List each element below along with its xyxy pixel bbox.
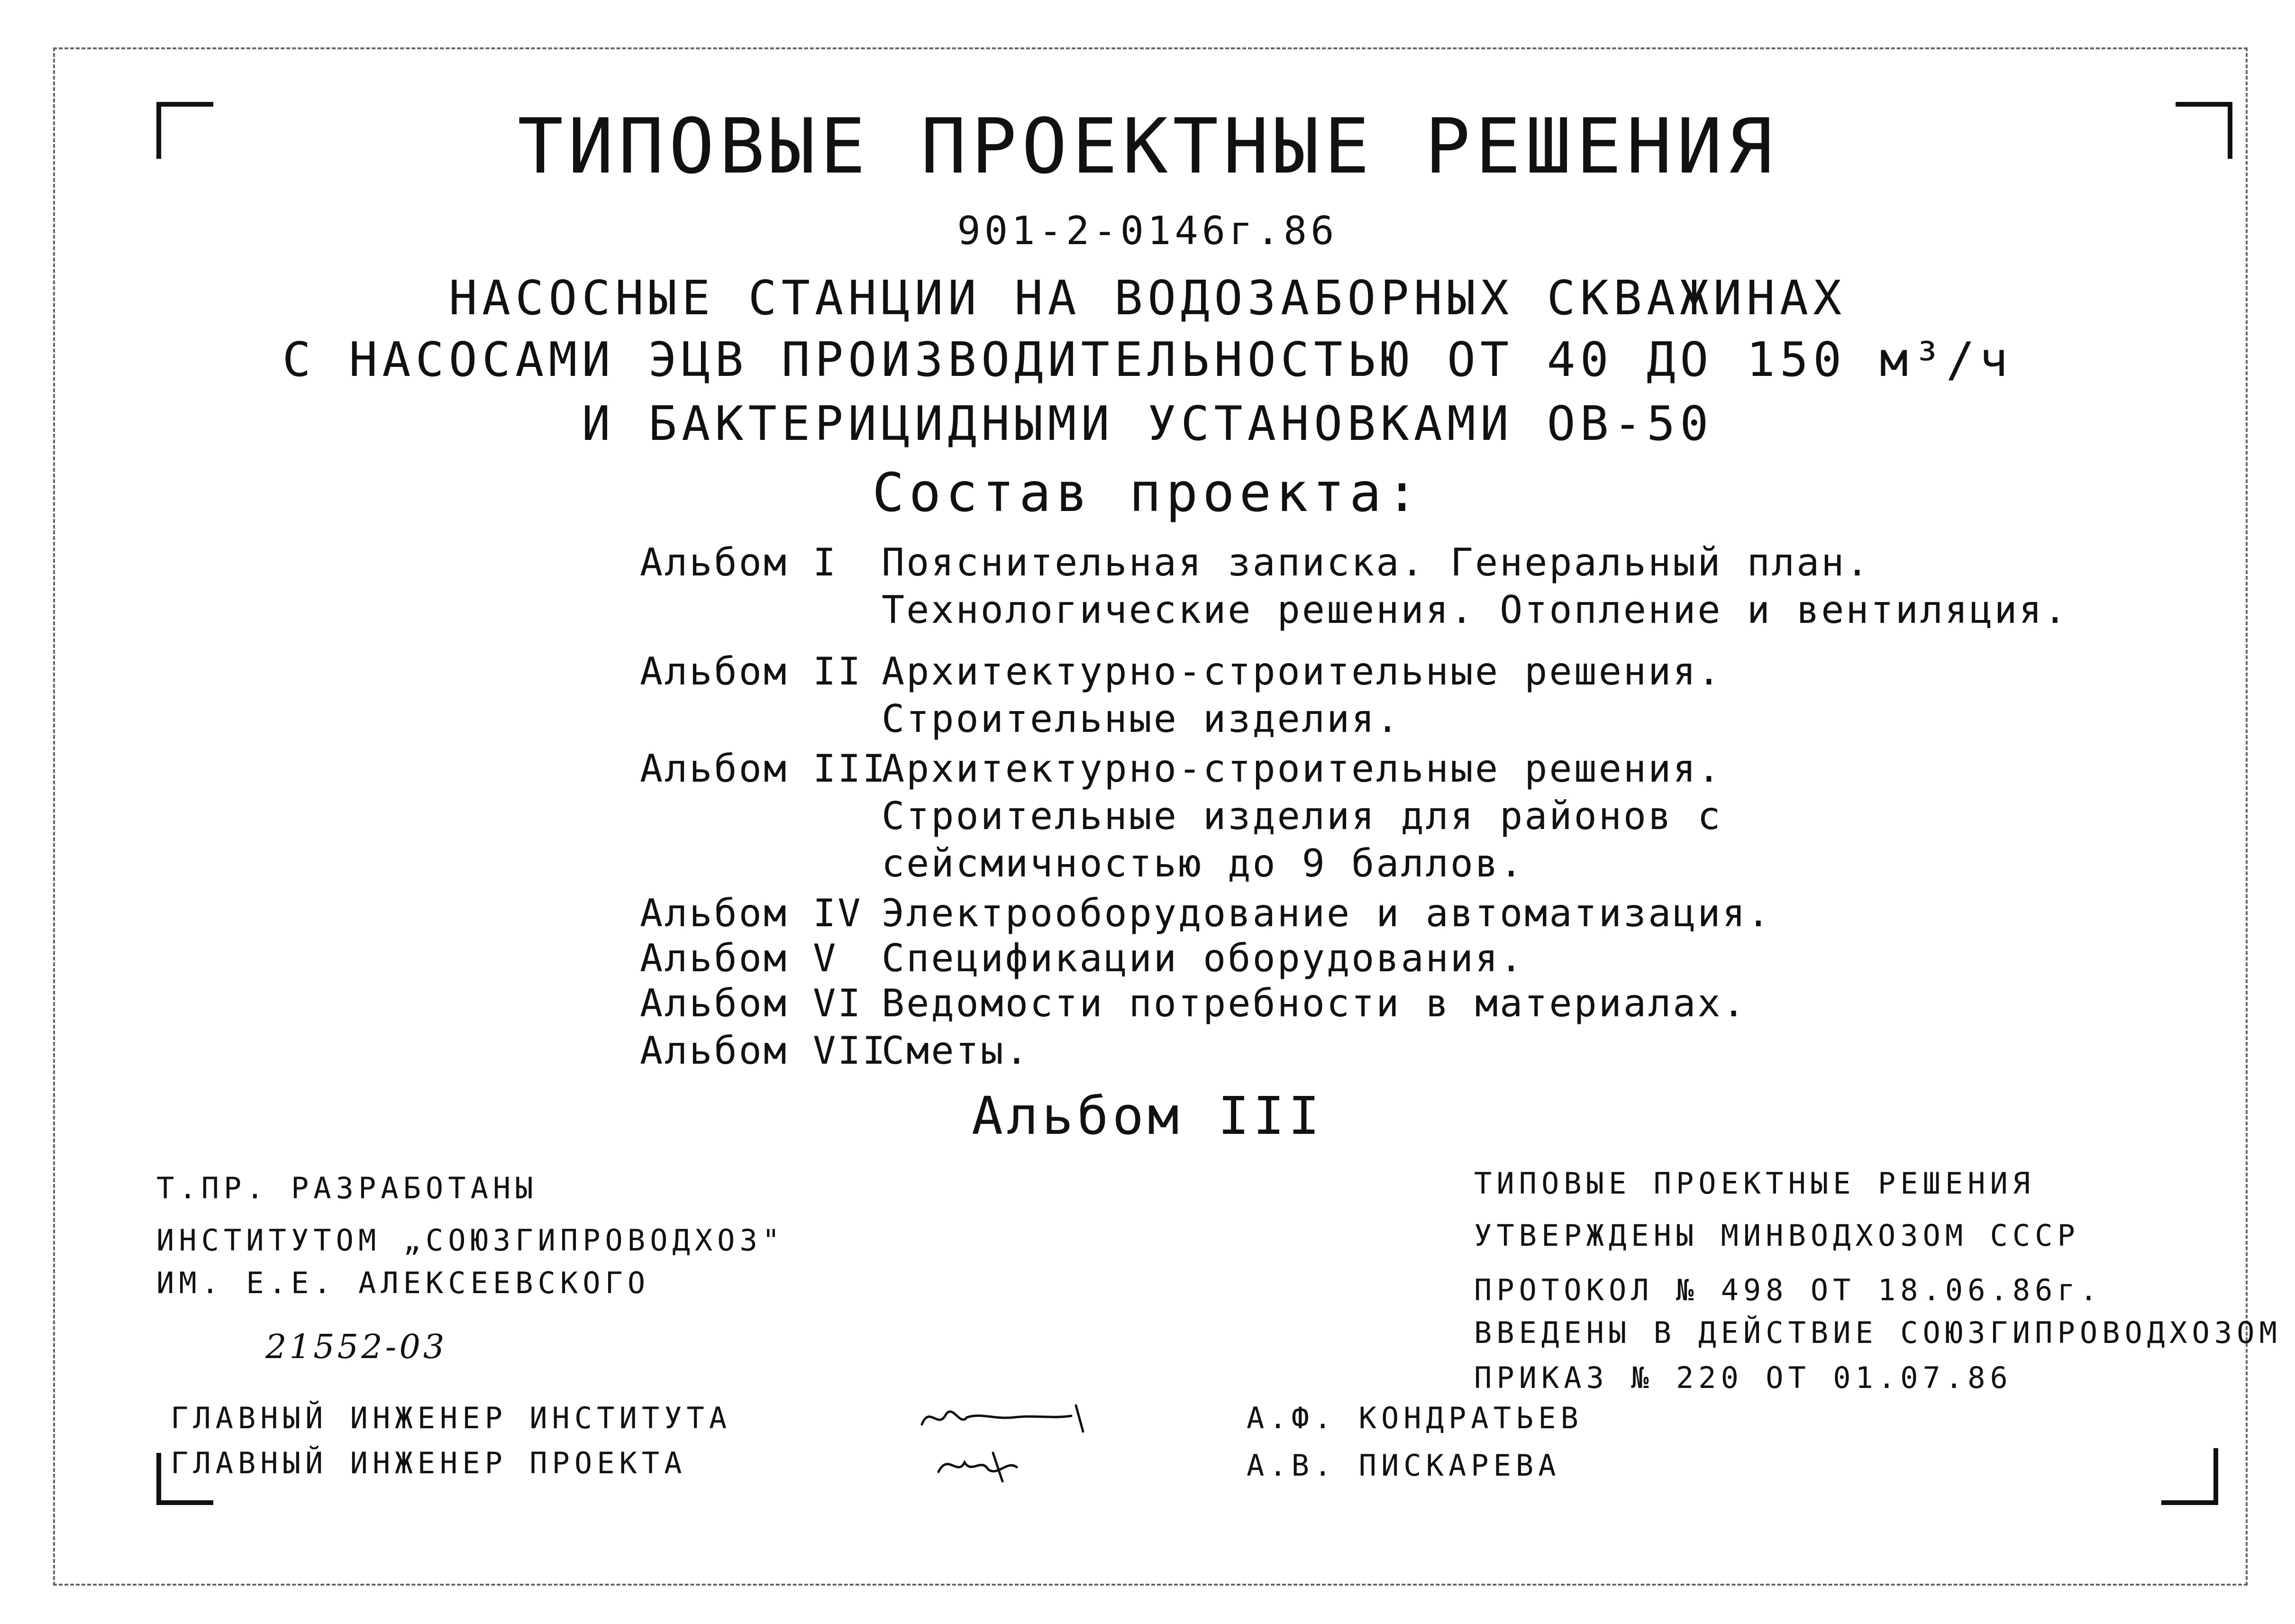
approval-line-1: ТИПОВЫЕ ПРОЕКТНЫЕ РЕШЕНИЯ bbox=[1474, 1166, 2035, 1201]
signature-role: ГЛАВНЫЙ ИНЖЕНЕР ИНСТИТУТА bbox=[171, 1401, 732, 1435]
project-code: 901-2-0146г.86 bbox=[957, 209, 1338, 254]
album-description-line: Строительные изделия. bbox=[882, 697, 1401, 741]
handwritten-signature-2 bbox=[936, 1448, 1040, 1486]
signature-name: А.В. ПИСКАРЕВА bbox=[1247, 1448, 1561, 1483]
album-description-line: сейсмичностью до 9 баллов. bbox=[882, 841, 1525, 885]
document-title: ТИПОВЫЕ ПРОЕКТНЫЕ РЕШЕНИЯ bbox=[517, 102, 1778, 191]
corner-mark-bottom-right bbox=[2161, 1448, 2218, 1505]
signature-name: А.Ф. КОНДРАТЬЕВ bbox=[1247, 1401, 1583, 1435]
handwritten-signature-1 bbox=[920, 1396, 1119, 1439]
album-description-line: Строительные изделия для районов с bbox=[882, 794, 1722, 838]
approval-line-5: ПРИКАЗ № 220 ОТ 01.07.86 bbox=[1474, 1360, 2013, 1395]
subtitle-line-3: И БАКТЕРИЦИДНЫМИ УСТАНОВКАМИ ОВ-50 bbox=[582, 396, 1713, 451]
album-label: Альбом VII bbox=[640, 1029, 887, 1073]
album-description-line: Ведомости потребности в материалах. bbox=[882, 981, 1747, 1025]
approval-line-2: УТВЕРЖДЕНЫ МИНВОДХОЗОМ СССР bbox=[1474, 1218, 2080, 1253]
album-label: Альбом II bbox=[640, 649, 863, 693]
signature-role: ГЛАВНЫЙ ИНЖЕНЕР ПРОЕКТА bbox=[171, 1446, 687, 1480]
approval-line-3: ПРОТОКОЛ № 498 ОТ 18.06.86г. bbox=[1474, 1273, 2103, 1307]
developer-line-1: Т.ПР. РАЗРАБОТАНЫ bbox=[156, 1171, 538, 1205]
album-label: Альбом III bbox=[640, 747, 887, 791]
album-label: Альбом VI bbox=[640, 981, 863, 1025]
developer-line-2: ИНСТИТУТОМ „СОЮЗГИПРОВОДХОЗ" bbox=[156, 1223, 785, 1258]
subtitle-line-1: НАСОСНЫЕ СТАНЦИИ НА ВОДОЗАБОРНЫХ СКВАЖИНАХ bbox=[448, 270, 1847, 326]
album-description-line: Спецификации оборудования. bbox=[882, 936, 1525, 980]
album-description-line: Электрооборудование и автоматизация. bbox=[882, 891, 1772, 935]
album-description-line: Архитектурно-строительные решения. bbox=[882, 747, 1722, 791]
album-label: Альбом IV bbox=[640, 891, 863, 935]
album-description-line: Технологические решения. Отопление и вентиляция. bbox=[882, 588, 2068, 632]
album-label: Альбом V bbox=[640, 936, 838, 980]
album-description-line: Архитектурно-строительные решения. bbox=[882, 649, 1722, 693]
album-label: Альбом I bbox=[640, 540, 838, 584]
album-description-line: Сметы. bbox=[882, 1029, 1030, 1073]
current-album-heading: Альбом III bbox=[971, 1086, 1324, 1146]
approval-line-4: ВВЕДЕНЫ В ДЕЙСТВИЕ СОЮЗГИПРОВОДХОЗОМ bbox=[1474, 1315, 2282, 1350]
developer-line-3: ИМ. Е.Е. АЛЕКСЕЕВСКОГО bbox=[156, 1266, 650, 1300]
registration-number: 21552-03 bbox=[265, 1327, 447, 1366]
subtitle-line-2: С НАСОСАМИ ЭЦВ ПРОИЗВОДИТЕЛЬНОСТЬЮ ОТ 40 ДО 150 м³/ч bbox=[282, 332, 2013, 387]
composition-heading: Состав проекта: bbox=[872, 462, 1423, 524]
album-description-line: Пояснительная записка. Генеральный план. bbox=[882, 540, 1871, 584]
